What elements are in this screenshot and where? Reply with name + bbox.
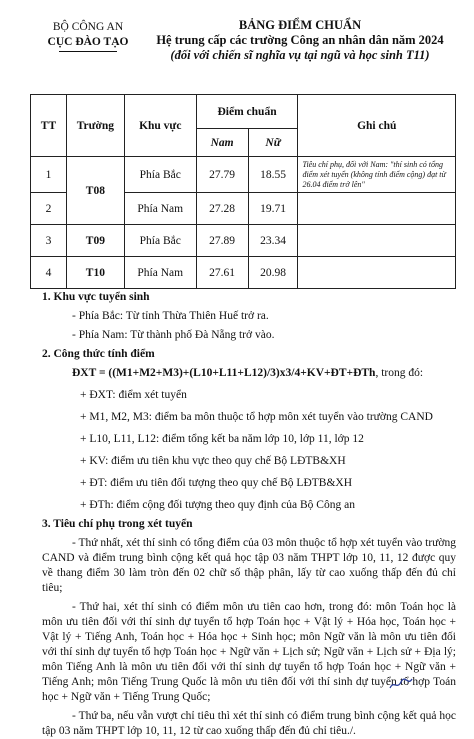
- criterion-paragraph: - Thứ nhất, xét thí sinh có tổng điểm của 03 môn thuộc tổ hợp xét tuyển vào trường CAND và điểm trung bình cộng kết quả học tập 03 năm THPT lớp 10, 11, 12 được quy về thang điểm 30 làm tròn đến 02 chữ số thập phân, lấy từ cao xuống thấp đến đủ chỉ tiêu;: [42, 537, 456, 594]
- formula-term: + KV: điểm ưu tiên khu vực theo quy chế Bộ LĐTB&XH: [80, 455, 346, 467]
- document-body: [42, 290, 456, 739]
- cell-tt: 1: [31, 157, 67, 193]
- section-heading: 1. Khu vực tuyển sinh: [42, 291, 150, 303]
- formula-term: + ĐXT: điểm xét tuyển: [80, 389, 187, 401]
- formula-term: + M1, M2, M3: điểm ba môn thuộc tổ hợp môn xét tuyển vào trường CAND: [80, 411, 433, 423]
- cell-note: [298, 193, 456, 225]
- col-score: Điểm chuẩn: [196, 95, 298, 129]
- ministry-name: BỘ CÔNG AN: [52, 21, 124, 33]
- section-heading: 2. Công thức tính điểm: [42, 348, 155, 360]
- department-name: CỤC ĐÀO TẠO: [47, 36, 129, 48]
- document-subtitle: Hệ trung cấp các trường Công an nhân dân năm 2024: [156, 33, 444, 47]
- authority-underline: [59, 51, 117, 52]
- issuing-authority: [28, 20, 148, 52]
- cell-female: 18.55: [248, 157, 298, 193]
- table-row: [31, 225, 456, 257]
- criterion-paragraph: - Thứ ba, nếu vẫn vượt chỉ tiêu thì xét thí sinh có điểm trung bình cộng kết quả học tập 03 năm THPT lớp 10, 11, 12 từ cao xuống thấp đến đủ chỉ tiêu./.: [42, 710, 456, 737]
- cell-note: [298, 225, 456, 257]
- formula-term: + ĐT: điểm ưu tiên đối tượng theo quy chế Bộ LĐTB&XH: [80, 477, 352, 489]
- col-note: Ghi chú: [298, 95, 456, 157]
- col-female: Nữ: [248, 129, 298, 157]
- cell-region: Phía Nam: [124, 193, 196, 225]
- col-region: Khu vực: [124, 95, 196, 157]
- document-title: BẢNG ĐIỂM CHUẨN: [238, 18, 362, 32]
- cell-male: 27.79: [196, 157, 248, 193]
- document-scope: (đối với chiến sĩ nghĩa vụ tại ngũ và học sinh T11): [170, 48, 430, 62]
- cell-male: 27.61: [196, 257, 248, 289]
- cell-male: 27.28: [196, 193, 248, 225]
- cell-female: 20.98: [248, 257, 298, 289]
- score-table: [30, 94, 456, 289]
- cell-note: Tiêu chí phụ, đối với Nam: "thí sinh có tổng điểm xét tuyển (không tính điểm cộng) đạt từ 26.04 điểm trở lên": [298, 157, 456, 193]
- cell-region: Phía Bắc: [124, 157, 196, 193]
- document-heading: [150, 18, 450, 63]
- region-north: - Phía Bắc: Từ tỉnh Thừa Thiên Huế trở ra.: [72, 310, 269, 322]
- cell-school: T10: [66, 257, 124, 289]
- cell-tt: 4: [31, 257, 67, 289]
- cell-school: T08: [66, 157, 124, 225]
- table-row: [31, 157, 456, 193]
- cell-tt: 3: [31, 225, 67, 257]
- formula-term: + L10, L11, L12: điểm tổng kết ba năm lớp 10, lớp 11, lớp 12: [80, 433, 364, 445]
- criterion-paragraph: - Thứ hai, xét thí sinh có điểm môn ưu tiên cao hơn, trong đó: môn Toán học là môn ưu tiên đối với thí sinh dự tuyển tổ hợp Toán học + Vật lý + Hóa học, Toán học + Vật lý + Tiếng Anh, Toán học + Hóa học + Sinh học; môn Ngữ văn là môn ưu tiên đối với thí sinh dự tuyển tổ hợp Toán học + Ngữ văn + Lịch sử; Ngữ văn + Lịch sử + Địa lý; môn Tiếng Anh là môn ưu tiên đối với thí sinh dự tuyển tổ hợp Toán học + Ngữ văn + Tiếng Anh; môn Tiếng Trung Quốc là môn ưu tiên đối với thí sinh dự tuyển tổ hợp Toán học + Ngữ văn + Tiếng Trung Quốc;: [42, 601, 456, 703]
- cell-tt: 2: [31, 193, 67, 225]
- cell-female: 19.71: [248, 193, 298, 225]
- cell-region: Phía Bắc: [124, 225, 196, 257]
- col-school: Trường: [66, 95, 124, 157]
- table-row: [31, 257, 456, 289]
- table-header-row: [31, 95, 456, 129]
- signature-mark: [388, 676, 414, 692]
- region-south: - Phía Nam: Từ thành phố Đà Nẵng trở vào.: [72, 329, 275, 341]
- formula-expression: ĐXT = ((M1+M2+M3)+(L10+L11+L12)/3)x3/4+KV+ĐT+ĐTh: [72, 367, 376, 379]
- cell-school: T09: [66, 225, 124, 257]
- cell-female: 23.34: [248, 225, 298, 257]
- col-tt: TT: [31, 95, 67, 157]
- cell-region: Phía Nam: [124, 257, 196, 289]
- cell-male: 27.89: [196, 225, 248, 257]
- section-heading: 3. Tiêu chí phụ trong xét tuyển: [42, 518, 193, 530]
- formula-tail: , trong đó:: [375, 367, 424, 379]
- cell-note: [298, 257, 456, 289]
- score-formula: [72, 366, 456, 381]
- col-male: Nam: [196, 129, 248, 157]
- formula-term: + ĐTh: điểm cộng đối tượng theo quy định của Bộ Công an: [80, 499, 355, 511]
